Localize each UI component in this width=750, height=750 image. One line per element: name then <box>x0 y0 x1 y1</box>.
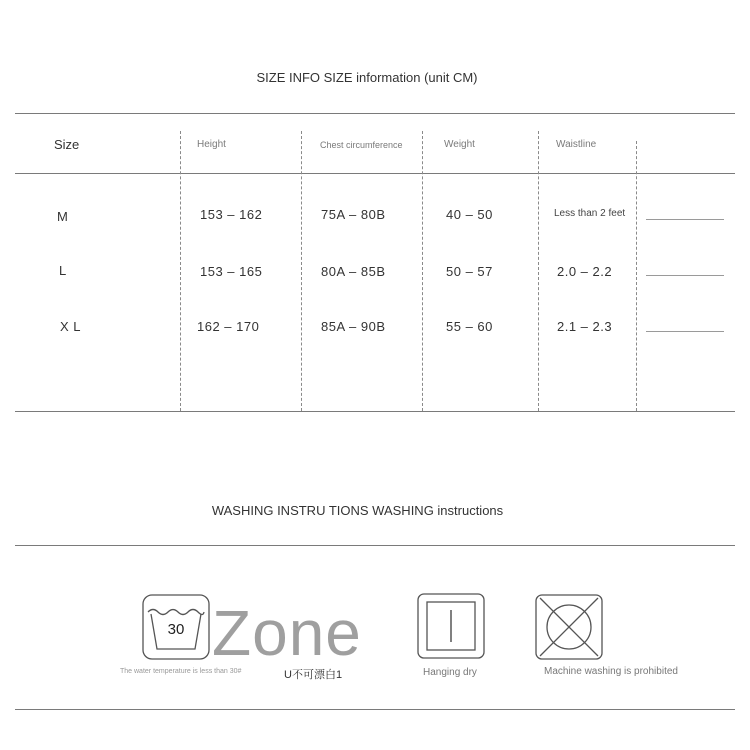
table-row-size: X L <box>60 319 82 334</box>
column-divider <box>422 131 423 411</box>
table-row-chest: 75A – 80B <box>321 207 386 222</box>
table-row-weight: 50 – 57 <box>446 264 493 279</box>
empty-cell-line <box>646 219 724 220</box>
watermark: Zone <box>212 597 362 669</box>
table-row-height: 153 – 162 <box>200 207 263 222</box>
header-size: Size <box>54 137 80 152</box>
empty-cell-line <box>646 275 724 276</box>
table-row-waist: 2.1 – 2.3 <box>557 319 613 334</box>
table-row-waist: Less than 2 feet <box>554 208 626 219</box>
hanging-dry-label: Hanging dry <box>423 667 477 678</box>
wash-temperature-number: 30 <box>167 621 185 638</box>
table-row-height: 162 – 170 <box>197 319 260 334</box>
table-bottom-rule <box>15 411 735 412</box>
no-bleach-label: U不可漂白1 <box>284 669 343 681</box>
wash-temperature-label: The water temperature is less than 30# <box>120 668 242 675</box>
table-row-weight: 40 – 50 <box>446 207 493 222</box>
no-machine-wash-label: Machine washing is prohibited <box>544 666 678 677</box>
header-chest: Chest circumference <box>320 140 403 150</box>
table-row-chest: 85A – 90B <box>321 319 386 334</box>
washing-title: WASHING INSTRU TIONS WASHING instructions <box>211 503 504 518</box>
no-machine-wash-icon <box>535 594 603 660</box>
table-row-height: 153 – 165 <box>200 264 263 279</box>
hanging-dry-icon <box>417 593 485 659</box>
table-row-weight: 55 – 60 <box>446 319 493 334</box>
empty-cell-line <box>646 331 724 332</box>
column-divider <box>538 131 539 411</box>
header-waistline: Waistline <box>556 139 597 150</box>
table-row-size: M <box>57 209 69 224</box>
header-height: Height <box>197 139 226 150</box>
table-row-waist: 2.0 – 2.2 <box>557 264 613 279</box>
column-divider <box>180 131 181 411</box>
header-weight: Weight <box>444 139 475 150</box>
column-divider <box>301 131 302 411</box>
column-divider <box>636 141 637 411</box>
wash-30-icon <box>142 594 210 660</box>
table-header-rule <box>15 173 735 174</box>
size-info-title: SIZE INFO SIZE information (unit CM) <box>256 70 478 85</box>
washing-top-rule <box>15 545 735 546</box>
table-row-size: L <box>59 263 67 278</box>
table-row-chest: 80A – 85B <box>321 264 386 279</box>
washing-bottom-rule <box>15 709 735 710</box>
table-top-rule <box>15 113 735 114</box>
